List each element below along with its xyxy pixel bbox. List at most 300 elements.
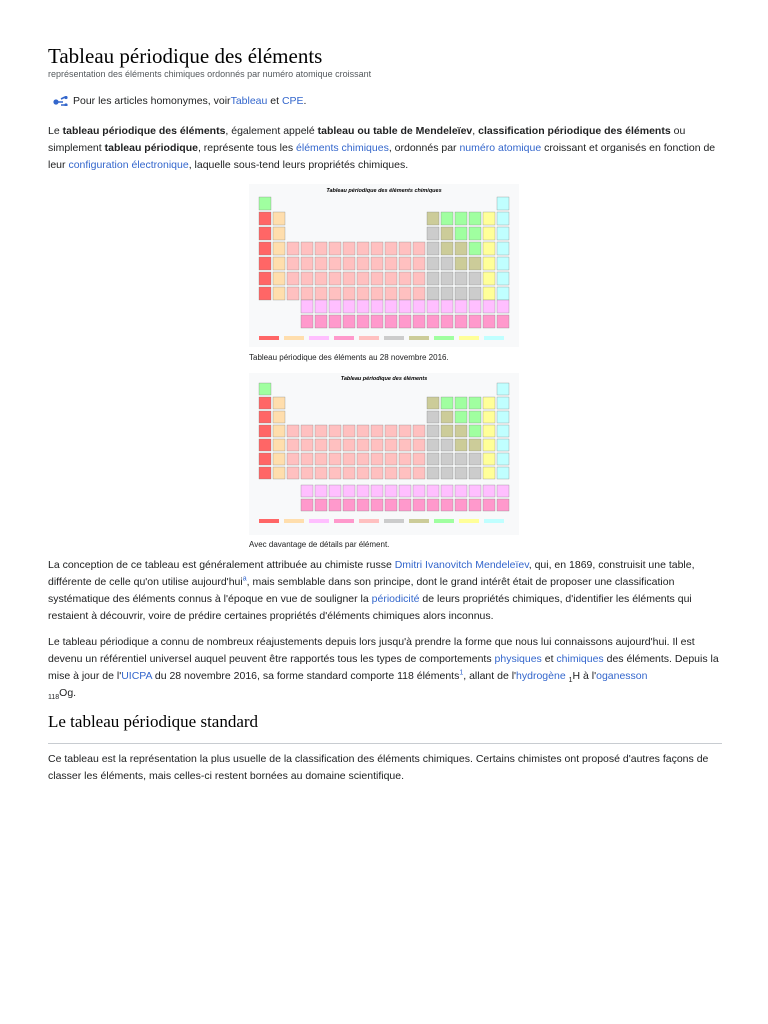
- element-cell: [455, 453, 467, 465]
- element-cell: [343, 315, 355, 328]
- figure-2-caption: Avec davantage de détails par élément.: [249, 540, 390, 549]
- element-cell: [301, 287, 313, 300]
- element-cell: [315, 257, 327, 270]
- element-cell: [371, 242, 383, 255]
- element-cell: [385, 467, 397, 479]
- element-cell: [399, 467, 411, 479]
- element-cell: [329, 300, 341, 313]
- standard-table-paragraph: Ce tableau est la représentation la plus usuelle de la classification des éléments chimiques. Certains chimistes ont proposé d'autres façons de classer les éléments, mais celles-ci restent bornées au domaine scientifique.: [48, 753, 709, 782]
- element-cell: [343, 485, 355, 497]
- intro-paragraph: [48, 123, 724, 174]
- element-cell: [385, 242, 397, 255]
- element-cell: [399, 242, 411, 255]
- element-cell: [483, 499, 495, 511]
- element-cell: [287, 257, 299, 270]
- element-cell: [371, 425, 383, 437]
- text: , laquelle sous-tend leurs propriétés chimiques.: [188, 159, 409, 171]
- subscript: 1: [568, 677, 573, 685]
- element-cell: [357, 300, 369, 313]
- element-cell: [483, 272, 495, 285]
- element-cell: [315, 439, 327, 451]
- element-cell: [483, 485, 495, 497]
- text: , également appelé: [225, 125, 318, 137]
- element-cell: [441, 467, 453, 479]
- text: , représente tous les: [197, 142, 297, 154]
- element-cell: [497, 383, 509, 395]
- element-cell: [483, 300, 495, 313]
- link-cpe[interactable]: CPE: [281, 95, 304, 107]
- element-cell: [301, 499, 313, 511]
- legend-swatch: [459, 519, 479, 523]
- element-cell: [427, 411, 439, 423]
- element-cell: [287, 425, 299, 437]
- element-cell: [315, 272, 327, 285]
- element-cell: [273, 439, 285, 451]
- element-cell: [455, 212, 467, 225]
- element-cell: [469, 499, 481, 511]
- legend-swatch: [284, 336, 304, 340]
- element-cell: [343, 467, 355, 479]
- element-cell: [413, 485, 425, 497]
- element-cell: [441, 485, 453, 497]
- element-cell: [259, 257, 271, 270]
- element-cell: [483, 212, 495, 225]
- element-cell: [357, 467, 369, 479]
- element-cell: [455, 227, 467, 240]
- element-cell: [427, 453, 439, 465]
- element-cell: [259, 212, 271, 225]
- element-cell: [301, 485, 313, 497]
- legend-swatch: [309, 336, 329, 340]
- element-cell: [455, 257, 467, 270]
- text: du 28 novembre 2016, sa forme standard comporte 118 éléments: [151, 670, 460, 682]
- hatnote-suffix: .: [303, 95, 307, 107]
- element-cell: [287, 453, 299, 465]
- text: , mais semblable dans son principe, dont le grand intérêt était de proposer une classification systématique des éléments connus à l'époque en vue de souligner la: [48, 576, 675, 605]
- element-cell: [483, 242, 495, 255]
- element-cell: [497, 315, 509, 328]
- text: de leurs propriétés chimiques, d'identifier les éléments qui restaient à découvrir, voire de prédire certaines propriétés d'éléments chimiques alors inconnus.: [48, 593, 692, 622]
- legend-swatch: [284, 519, 304, 523]
- element-cell: [357, 453, 369, 465]
- element-cell: [469, 467, 481, 479]
- element-cell: [441, 453, 453, 465]
- element-cell: [385, 439, 397, 451]
- element-cell: [329, 272, 341, 285]
- legend-swatch: [259, 519, 279, 523]
- element-cell: [385, 272, 397, 285]
- text: Og.: [59, 687, 77, 699]
- element-cell: [469, 272, 481, 285]
- element-cell: [441, 287, 453, 300]
- element-cell: [455, 467, 467, 479]
- element-cell: [469, 212, 481, 225]
- element-cell: [273, 227, 285, 240]
- element-cell: [497, 439, 509, 451]
- element-cell: [413, 467, 425, 479]
- figure-2-title: Tableau périodique des éléments: [340, 376, 428, 382]
- element-cell: [259, 397, 271, 409]
- element-cell: [441, 499, 453, 511]
- element-cell: [385, 287, 397, 300]
- element-cell: [385, 315, 397, 328]
- element-cell: [497, 227, 509, 240]
- element-cell: [315, 485, 327, 497]
- element-cell: [357, 439, 369, 451]
- element-cell: [413, 300, 425, 313]
- element-cell: [455, 499, 467, 511]
- legend-swatch: [309, 519, 329, 523]
- element-cell: [483, 227, 495, 240]
- legend-swatch: [359, 519, 379, 523]
- element-cell: [287, 272, 299, 285]
- element-cell: [259, 197, 271, 210]
- element-cell: [497, 242, 509, 255]
- bold-term: tableau périodique: [104, 142, 198, 154]
- element-cell: [413, 257, 425, 270]
- element-cell: [497, 425, 509, 437]
- element-cell: [343, 300, 355, 313]
- element-cell: [399, 499, 411, 511]
- element-cell: [413, 425, 425, 437]
- element-cell: [441, 411, 453, 423]
- element-cell: [483, 425, 495, 437]
- bold-term: tableau ou table de Mendeleïev: [317, 125, 473, 137]
- element-cell: [455, 425, 467, 437]
- element-cell: [357, 242, 369, 255]
- element-cell: [483, 411, 495, 423]
- element-cell: [399, 287, 411, 300]
- element-cell: [483, 467, 495, 479]
- element-cell: [371, 287, 383, 300]
- element-cell: [371, 453, 383, 465]
- element-cell: [357, 287, 369, 300]
- text: ou simplement: [48, 125, 686, 154]
- element-cell: [497, 397, 509, 409]
- element-cell: [273, 242, 285, 255]
- element-cell: [301, 242, 313, 255]
- section-divider: [48, 743, 722, 744]
- element-cell: [357, 425, 369, 437]
- element-cell: [483, 257, 495, 270]
- element-cell: [455, 397, 467, 409]
- element-cell: [469, 315, 481, 328]
- element-cell: [441, 397, 453, 409]
- legend-swatch: [484, 519, 504, 523]
- element-cell: [273, 467, 285, 479]
- element-cell: [357, 499, 369, 511]
- element-cell: [455, 485, 467, 497]
- text: La conception de ce tableau est généralement attribuée au chimiste russe: [48, 559, 395, 571]
- element-cell: [455, 287, 467, 300]
- element-cell: [371, 315, 383, 328]
- link-uicpa[interactable]: UICPA: [121, 670, 152, 682]
- legend-swatch: [484, 336, 504, 340]
- element-cell: [413, 287, 425, 300]
- legend-swatch: [384, 519, 404, 523]
- element-cell: [357, 272, 369, 285]
- element-cell: [427, 257, 439, 270]
- element-cell: [455, 272, 467, 285]
- element-cell: [315, 287, 327, 300]
- periodic-table-graphic: [249, 373, 519, 535]
- link-tableau[interactable]: Tableau: [230, 95, 268, 107]
- element-cell: [287, 242, 299, 255]
- element-cell: [399, 485, 411, 497]
- element-cell: [427, 287, 439, 300]
- element-cell: [315, 453, 327, 465]
- element-cell: [455, 315, 467, 328]
- legend-swatch: [359, 336, 379, 340]
- element-cell: [441, 227, 453, 240]
- legend-swatch: [334, 336, 354, 340]
- footnote-a[interactable]: a: [242, 575, 247, 583]
- element-cell: [343, 499, 355, 511]
- element-cell: [413, 272, 425, 285]
- element-cell: [469, 257, 481, 270]
- element-cell: [399, 315, 411, 328]
- element-cell: [301, 453, 313, 465]
- element-cell: [301, 425, 313, 437]
- element-cell: [497, 257, 509, 270]
- element-cell: [329, 453, 341, 465]
- element-cell: [329, 439, 341, 451]
- element-cell: [427, 315, 439, 328]
- element-cell: [385, 485, 397, 497]
- evolution-paragraph: [48, 634, 724, 702]
- element-cell: [413, 499, 425, 511]
- element-cell: [497, 499, 509, 511]
- element-cell: [469, 411, 481, 423]
- hatnote-mid: et: [267, 95, 282, 107]
- element-cell: [371, 257, 383, 270]
- element-cell: [427, 439, 439, 451]
- periodic-table-image-2[interactable]: [249, 373, 519, 535]
- link-chimiques[interactable]: chimiques: [556, 653, 604, 665]
- element-cell: [427, 300, 439, 313]
- element-cell: [259, 453, 271, 465]
- bold-term: tableau périodique des éléments: [62, 125, 226, 137]
- element-cell: [455, 300, 467, 313]
- element-cell: [441, 242, 453, 255]
- element-cell: [371, 485, 383, 497]
- element-cell: [273, 287, 285, 300]
- element-cell: [273, 212, 285, 225]
- element-cell: [301, 467, 313, 479]
- legend-swatch: [459, 336, 479, 340]
- element-cell: [259, 467, 271, 479]
- element-cell: [497, 197, 509, 210]
- element-cell: [385, 453, 397, 465]
- element-cell: [371, 300, 383, 313]
- element-cell: [259, 287, 271, 300]
- element-cell: [357, 257, 369, 270]
- element-cell: [427, 467, 439, 479]
- element-cell: [343, 272, 355, 285]
- legend-swatch: [409, 519, 429, 523]
- element-cell: [413, 453, 425, 465]
- legend-swatch: [334, 519, 354, 523]
- element-cell: [329, 257, 341, 270]
- element-cell: [329, 315, 341, 328]
- element-cell: [259, 272, 271, 285]
- element-cell: [469, 227, 481, 240]
- link-physiques[interactable]: physiques: [494, 653, 542, 665]
- element-cell: [497, 453, 509, 465]
- element-cell: [287, 467, 299, 479]
- element-cell: [371, 439, 383, 451]
- link-oganesson[interactable]: oganesson: [596, 670, 648, 682]
- element-cell: [273, 453, 285, 465]
- text: ,: [472, 125, 479, 137]
- hatnote: [52, 95, 306, 107]
- element-cell: [427, 499, 439, 511]
- element-cell: [497, 287, 509, 300]
- legend-swatch: [384, 336, 404, 340]
- element-cell: [287, 439, 299, 451]
- element-cell: [399, 300, 411, 313]
- element-cell: [385, 499, 397, 511]
- legend-swatch: [259, 336, 279, 340]
- subscript: 118: [48, 694, 60, 702]
- element-cell: [469, 287, 481, 300]
- element-cell: [315, 467, 327, 479]
- element-cell: [343, 242, 355, 255]
- element-cell: [273, 257, 285, 270]
- periodic-table-graphic: [249, 184, 519, 347]
- link-mendeleiev[interactable]: Dmitri Ivanovitch Mendeleïev: [394, 559, 529, 571]
- history-paragraph: [48, 557, 724, 625]
- element-cell: [315, 300, 327, 313]
- element-cell: [315, 499, 327, 511]
- element-cell: [441, 257, 453, 270]
- element-cell: [287, 287, 299, 300]
- element-cell: [301, 315, 313, 328]
- text: Le: [48, 125, 63, 137]
- element-cell: [483, 315, 495, 328]
- legend-swatch: [409, 336, 429, 340]
- element-cell: [413, 439, 425, 451]
- element-cell: [399, 257, 411, 270]
- hatnote-prefix: Pour les articles homonymes, voir: [73, 95, 231, 107]
- element-cell: [427, 397, 439, 409]
- link-configuration-electronique[interactable]: configuration électronique: [68, 159, 189, 171]
- element-cell: [259, 411, 271, 423]
- element-cell: [441, 272, 453, 285]
- element-cell: [399, 439, 411, 451]
- element-cell: [483, 453, 495, 465]
- element-cell: [455, 439, 467, 451]
- element-cell: [343, 287, 355, 300]
- element-cell: [315, 315, 327, 328]
- figure-1-title: Tableau périodique des éléments chimiques: [326, 188, 442, 194]
- element-cell: [385, 425, 397, 437]
- text: , allant de l': [463, 670, 517, 682]
- element-cell: [497, 272, 509, 285]
- element-cell: [371, 467, 383, 479]
- element-cell: [469, 425, 481, 437]
- element-cell: [497, 212, 509, 225]
- element-cell: [301, 257, 313, 270]
- page-title: Tableau périodique des éléments: [48, 44, 323, 68]
- element-cell: [441, 315, 453, 328]
- element-cell: [301, 300, 313, 313]
- link-periodicite[interactable]: périodicité: [371, 593, 420, 605]
- link-numero-atomique[interactable]: numéro atomique: [459, 142, 542, 154]
- element-cell: [301, 439, 313, 451]
- footnote-1[interactable]: 1: [459, 669, 464, 677]
- element-cell: [329, 485, 341, 497]
- element-cell: [483, 287, 495, 300]
- element-cell: [385, 257, 397, 270]
- element-cell: [497, 411, 509, 423]
- element-cell: [259, 439, 271, 451]
- element-cell: [343, 425, 355, 437]
- link-elements-chimiques[interactable]: éléments chimiques: [296, 142, 389, 154]
- element-cell: [343, 257, 355, 270]
- element-cell: [259, 383, 271, 395]
- element-cell: [301, 272, 313, 285]
- element-cell: [497, 467, 509, 479]
- element-cell: [343, 439, 355, 451]
- element-cell: [329, 499, 341, 511]
- element-cell: [273, 397, 285, 409]
- section-heading: Le tableau périodique standard: [48, 712, 259, 731]
- element-cell: [441, 439, 453, 451]
- element-cell: [357, 315, 369, 328]
- element-cell: [469, 485, 481, 497]
- element-cell: [329, 287, 341, 300]
- legend-swatch: [434, 519, 454, 523]
- element-cell: [413, 315, 425, 328]
- element-cell: [315, 425, 327, 437]
- element-cell: [427, 227, 439, 240]
- element-cell: [259, 242, 271, 255]
- text: et: [541, 653, 557, 665]
- element-cell: [413, 242, 425, 255]
- element-cell: [469, 397, 481, 409]
- link-hydrogene[interactable]: hydrogène: [516, 670, 566, 682]
- element-cell: [329, 425, 341, 437]
- element-cell: [273, 411, 285, 423]
- page-subtitle: représentation des éléments chimiques ordonnés par numéro atomique croissant: [48, 69, 372, 79]
- figure-1-caption: Tableau périodique des éléments au 28 novembre 2016.: [249, 353, 449, 362]
- element-cell: [427, 212, 439, 225]
- element-cell: [441, 212, 453, 225]
- element-cell: [427, 272, 439, 285]
- element-cell: [385, 300, 397, 313]
- element-cell: [259, 227, 271, 240]
- element-cell: [343, 453, 355, 465]
- element-cell: [441, 300, 453, 313]
- element-cell: [427, 485, 439, 497]
- periodic-table-image-1[interactable]: [249, 184, 519, 347]
- text: H à l': [572, 670, 597, 682]
- element-cell: [497, 300, 509, 313]
- disambiguation-icon: [52, 96, 70, 106]
- element-cell: [399, 453, 411, 465]
- element-cell: [315, 242, 327, 255]
- element-cell: [441, 425, 453, 437]
- element-cell: [455, 242, 467, 255]
- element-cell: [329, 242, 341, 255]
- text: Le tableau périodique a connu de nombreux réajustements depuis lors jusqu'à prendre la forme que nous lui connaissons aujourd'hui. Il est devenu un référentiel universel auquel peuvent être rapportés tous les types de comportements: [48, 636, 695, 665]
- element-cell: [469, 300, 481, 313]
- element-cell: [259, 425, 271, 437]
- element-cell: [455, 411, 467, 423]
- element-cell: [399, 425, 411, 437]
- legend-swatch: [434, 336, 454, 340]
